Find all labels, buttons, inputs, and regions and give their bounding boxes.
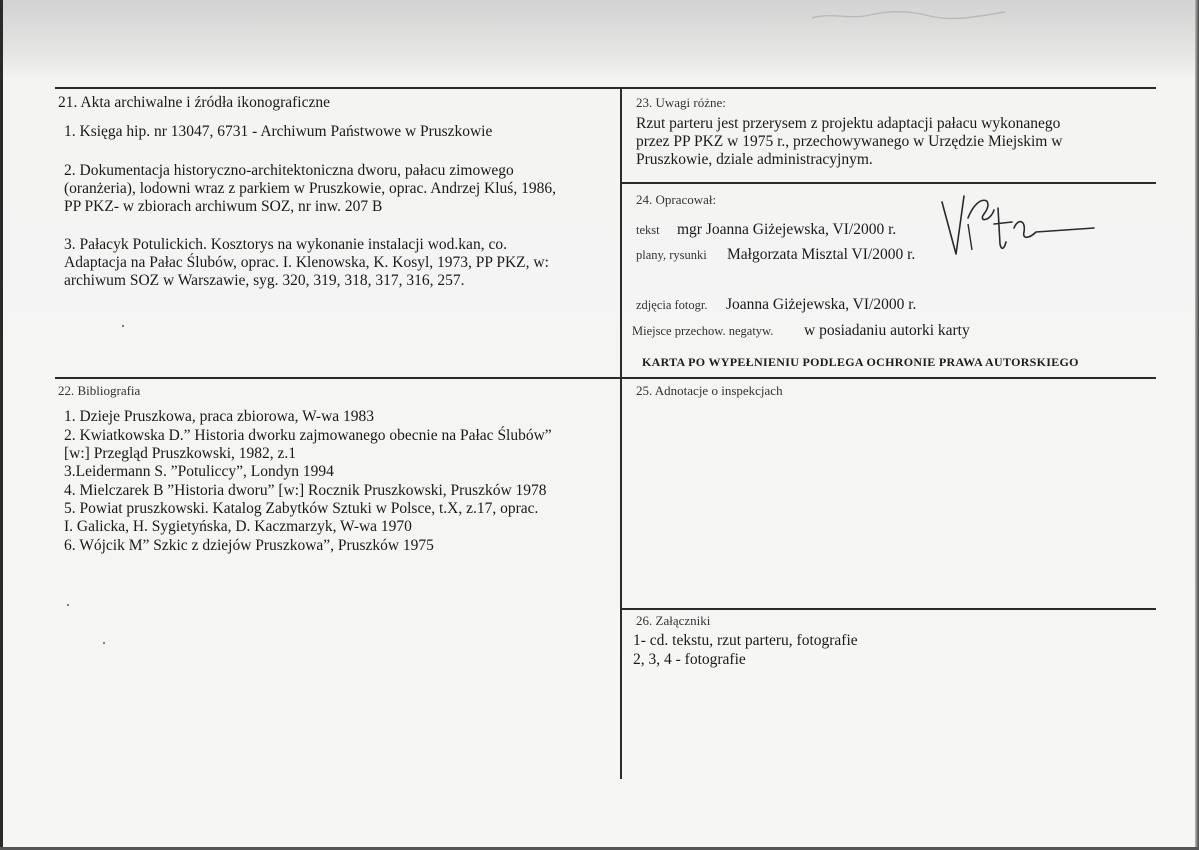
bibliography-line-2: 2. Kwiatkowska D.” Historia dworku zajmowanego obecnie na Pałac Ślubów”: [64, 427, 552, 444]
top-scribble-mark: [810, 6, 1010, 24]
tekst-label: tekst: [636, 223, 660, 237]
section-21-item-3-line-1: 3. Pałacyk Potulickich. Kosztorys na wykonanie instalacji wod.kan, co.: [64, 236, 507, 253]
zdjecia-label: zdjęcia fotogr.: [636, 298, 708, 312]
section-23-label: 23. Uwagi różne:: [636, 95, 726, 110]
bibliography-line-4: 3.Leidermann S. ”Potuliccy”, Londyn 1994: [64, 463, 334, 480]
miejsce-label: Miejsce przechow. negatyw.: [632, 324, 774, 338]
section-21-item-2-line-3: PP PKZ- w zbiorach archiwum SOZ, nr inw. 207 B: [64, 198, 383, 215]
plany-author: Małgorzata Misztal VI/2000 r.: [727, 246, 916, 263]
section-25-label: 25. Adnotacje o inspekcjach: [636, 383, 783, 398]
bibliography-line-7: I. Galicka, H. Sygietyńska, D. Kaczmarzyk, W-wa 1970: [64, 518, 412, 535]
plany-label: plany, rysunki: [636, 248, 707, 262]
bibliography-line-8: 6. Wójcik M” Szkic z dziejów Pruszkowa”, Pruszków 1975: [64, 537, 434, 554]
tekst-author: mgr Joanna Giżejewska, VI/2000 r.: [677, 221, 897, 238]
remarks-line-2: przez PP PKZ w 1975 r., przechowywanego w Urzędzie Miejskim w: [636, 133, 1063, 150]
bibliography-line-5: 4. Mielczarek B ”Historia dworu” [w:] Rocznik Pruszkowski, Pruszków 1978: [64, 482, 547, 499]
section-26-label: 26. Załączniki: [636, 613, 711, 628]
attachments-line-2: 2, 3, 4 - fotografie: [633, 651, 746, 668]
section-21-item-3-line-2: Adaptacja na Pałac Ślubów, oprac. I. Klenowska, K. Kosyl, 1973, PP PKZ, w:: [64, 254, 549, 271]
scan-speck: [122, 325, 124, 327]
remarks-line-3: Pruszkowie, dziale administracyjnym.: [636, 151, 873, 168]
bibliography-line-1: 1. Dzieje Pruszkowa, praca zbiorowa, W-wa 1983: [64, 408, 375, 425]
top-shadow: [0, 0, 1199, 78]
scan-speck: [103, 642, 105, 644]
miejsce-value: w posiadaniu autorki karty: [804, 322, 970, 339]
section-21-item-3-line-3: archiwum SOZ w Warszawie, syg. 320, 319, 318, 317, 316, 257.: [64, 272, 465, 289]
section-21-item-1: 1. Księga hip. nr 13047, 6731 - Archiwum Państwowe w Pruszkowie: [64, 123, 493, 140]
copyright-notice: KARTA PO WYPEŁNIENIU PODLEGA OCHRONIE PRAWA AUTORSKIEGO: [642, 355, 1079, 369]
remarks-line-1: Rzut parteru jest przerysem z projektu adaptacji pałacu wykonanego: [636, 115, 1061, 132]
rule-middle-left: [55, 377, 620, 379]
top-rule-left: [55, 87, 620, 89]
attachments-line-1: 1- cd. tekstu, rzut parteru, fotografie: [633, 632, 858, 649]
section-21-item-2-line-2: (oranżeria), lodowni wraz z parkiem w Pruszkowie, oprac. Andrzej Kluś, 1986,: [64, 180, 556, 197]
rule-middle-right: [622, 377, 1156, 379]
scan-edge-right: [1195, 0, 1199, 850]
center-divider: [620, 87, 622, 779]
rule-after-23: [622, 182, 1156, 184]
bibliography-line-6: 5. Powiat pruszkowski. Katalog Zabytków Sztuki w Polsce, t.X, z.17, oprac.: [64, 500, 539, 517]
rule-after-25: [622, 608, 1156, 610]
section-21-item-2-line-1: 2. Dokumentacja historyczno-architektoniczna dworu, pałacu zimowego: [64, 162, 514, 179]
scan-edge-left: [0, 0, 3, 850]
author-signature: [938, 188, 1098, 268]
section-22-label: 22. Bibliografia: [58, 383, 141, 398]
top-rule-right: [622, 87, 1156, 89]
section-24-label: 24. Opracował:: [636, 192, 717, 207]
zdjecia-author: Joanna Giżejewska, VI/2000 r.: [726, 296, 917, 313]
scan-speck: [67, 604, 69, 606]
section-21-label: 21. Akta archiwalne i źródła ikonograficzne: [58, 94, 330, 111]
bibliography-line-3: [w:] Przegląd Pruszkowski, 1982, z.1: [64, 445, 297, 462]
